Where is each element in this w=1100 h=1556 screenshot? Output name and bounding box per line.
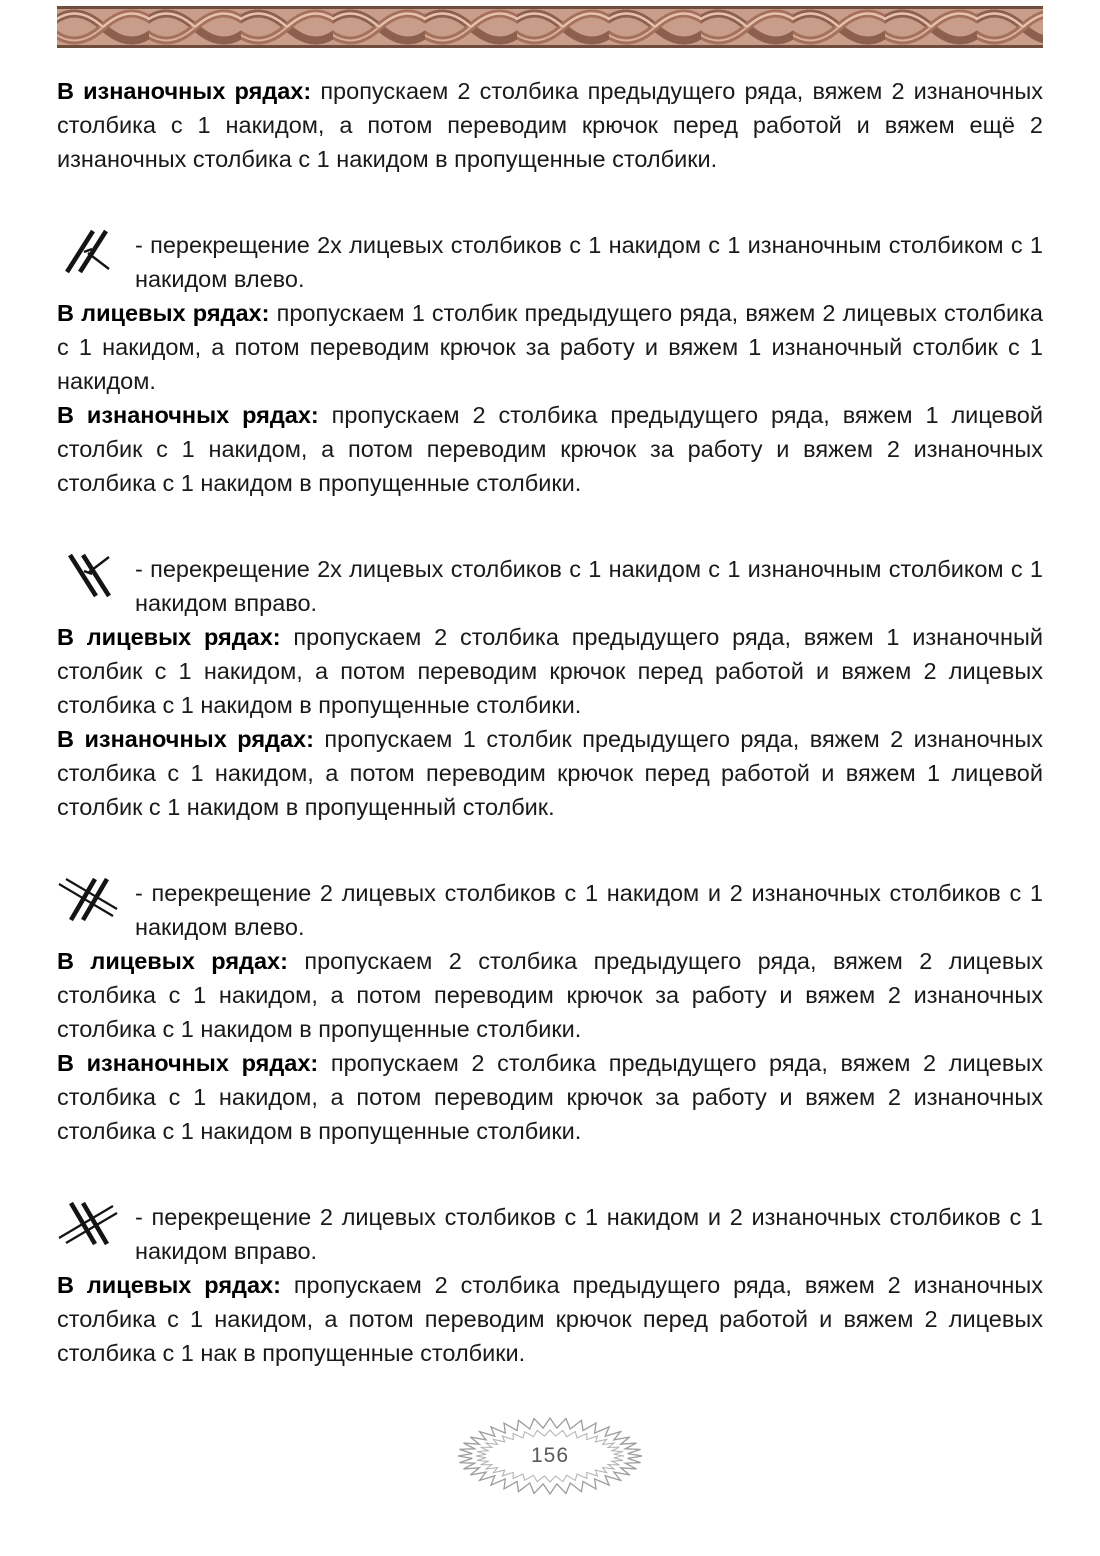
symbol-section-4 <box>57 1200 1043 1370</box>
symbol-definition-text: - перекрещение 2х лицевых столбиков с 1 накидом с 1 изнаночным столбиком с 1 накидом вправо. <box>135 556 1043 616</box>
row-type-label: В лицевых рядах: <box>57 300 270 326</box>
row-type-label: В изнаночных рядах: <box>57 78 312 104</box>
row-type-label: В лицевых рядах: <box>57 1272 281 1298</box>
cross-2dc-over-2dc-left-icon <box>57 876 119 922</box>
cross-2dc-over-1dc-right-icon <box>57 552 119 598</box>
page-number: 156 <box>530 1444 570 1467</box>
symbol-section-2 <box>57 552 1043 824</box>
instruction-paragraph <box>57 296 1043 398</box>
row-type-label: В изнаночных рядах: <box>57 402 319 428</box>
row-instruction-text: пропускаем 1 столбик предыдущего ряда, вяжем 2 лицевых столбика с 1 накидом, а потом переводим крючок за работу и вяжем 1 изнаночный столбик с 1 накидом. <box>57 300 1044 394</box>
symbol-definition <box>57 876 1043 944</box>
row-type-label: В лицевых рядах: <box>57 948 288 974</box>
symbol-section-1 <box>57 228 1043 500</box>
row-instruction-text: пропускаем 2 столбика предыдущего ряда, вяжем 2 лицевых столбика с 1 накидом, а потом переводим крючок за работу и вяжем 2 изнаночных столбика с 1 накидом в пропущенные столбики. <box>57 948 1043 1042</box>
symbol-definition <box>57 228 1043 296</box>
intro-paragraph <box>57 74 1043 176</box>
instruction-paragraph <box>57 620 1043 722</box>
symbol-definition-text: - перекрещение 2 лицевых столбиков с 1 накидом и 2 изнаночных столбиков с 1 накидом вправо. <box>135 1204 1043 1264</box>
row-type-label: В лицевых рядах: <box>57 624 281 650</box>
cross-2dc-over-1dc-left-icon <box>57 228 119 274</box>
row-instruction-text: пропускаем 2 столбика предыдущего ряда, вяжем 1 лицевой столбик с 1 накидом, а потом переводим крючок за работу и вяжем 2 изнаночных столбика с 1 накидом в пропущенные столбики. <box>57 402 1043 496</box>
instruction-paragraph <box>57 1268 1043 1370</box>
instruction-paragraph <box>57 1046 1043 1148</box>
symbol-definition <box>57 552 1043 620</box>
cross-2dc-over-2dc-right-icon <box>57 1200 119 1246</box>
row-type-label: В изнаночных рядах: <box>57 726 314 752</box>
knitted-cable-border <box>57 6 1043 48</box>
row-instruction-text: пропускаем 2 столбика предыдущего ряда, вяжем 2 лицевых столбика с 1 накидом, а потом переводим крючок за работу и вяжем 2 изнаночных столбика с 1 накидом в пропущенные столбики. <box>57 1050 1043 1144</box>
cable-border-graphic <box>57 6 1043 48</box>
symbol-section-3 <box>57 876 1043 1148</box>
instruction-paragraph <box>57 722 1043 824</box>
row-instruction-text: пропускаем 2 столбика предыдущего ряда, вяжем 1 изнаночный столбик с 1 накидом, а потом переводим крючок перед работой и вяжем 2 лицевых столбика с 1 накидом в пропущенные столбики. <box>57 624 1043 718</box>
instruction-paragraph <box>57 944 1043 1046</box>
symbol-definition-text: - перекрещение 2 лицевых столбиков с 1 накидом и 2 изнаночных столбиков с 1 накидом влево. <box>135 880 1043 940</box>
row-instruction-text: пропускаем 2 столбика предыдущего ряда, вяжем 2 изнаночных столбика с 1 накидом, а потом переводим крючок перед работой и вяжем 2 лицевых столбика с 1 нак в пропущенные столбики. <box>57 1272 1043 1366</box>
instruction-paragraph <box>57 398 1043 500</box>
row-instruction-text: пропускаем 1 столбик предыдущего ряда, вяжем 2 изнаночных столбика с 1 накидом, а потом переводим крючок перед работой и вяжем 1 лицевой столбик с 1 накидом в пропущенный столбик. <box>57 726 1043 820</box>
symbol-definition-text: - перекрещение 2х лицевых столбиков с 1 накидом с 1 изнаночным столбиком с 1 накидом влево. <box>135 232 1043 292</box>
row-type-label: В изнаночных рядах: <box>57 1050 319 1076</box>
page-number-ornament <box>455 1414 645 1498</box>
symbol-definition <box>57 1200 1043 1268</box>
row-instruction-text: пропускаем 2 столбика предыдущего ряда, вяжем 2 изнаночных столбика с 1 накидом, а потом переводим крючок перед работой и вяжем ещё 2 изнаночных столбика с 1 накидом в пропущенные столбики. <box>57 78 1044 172</box>
